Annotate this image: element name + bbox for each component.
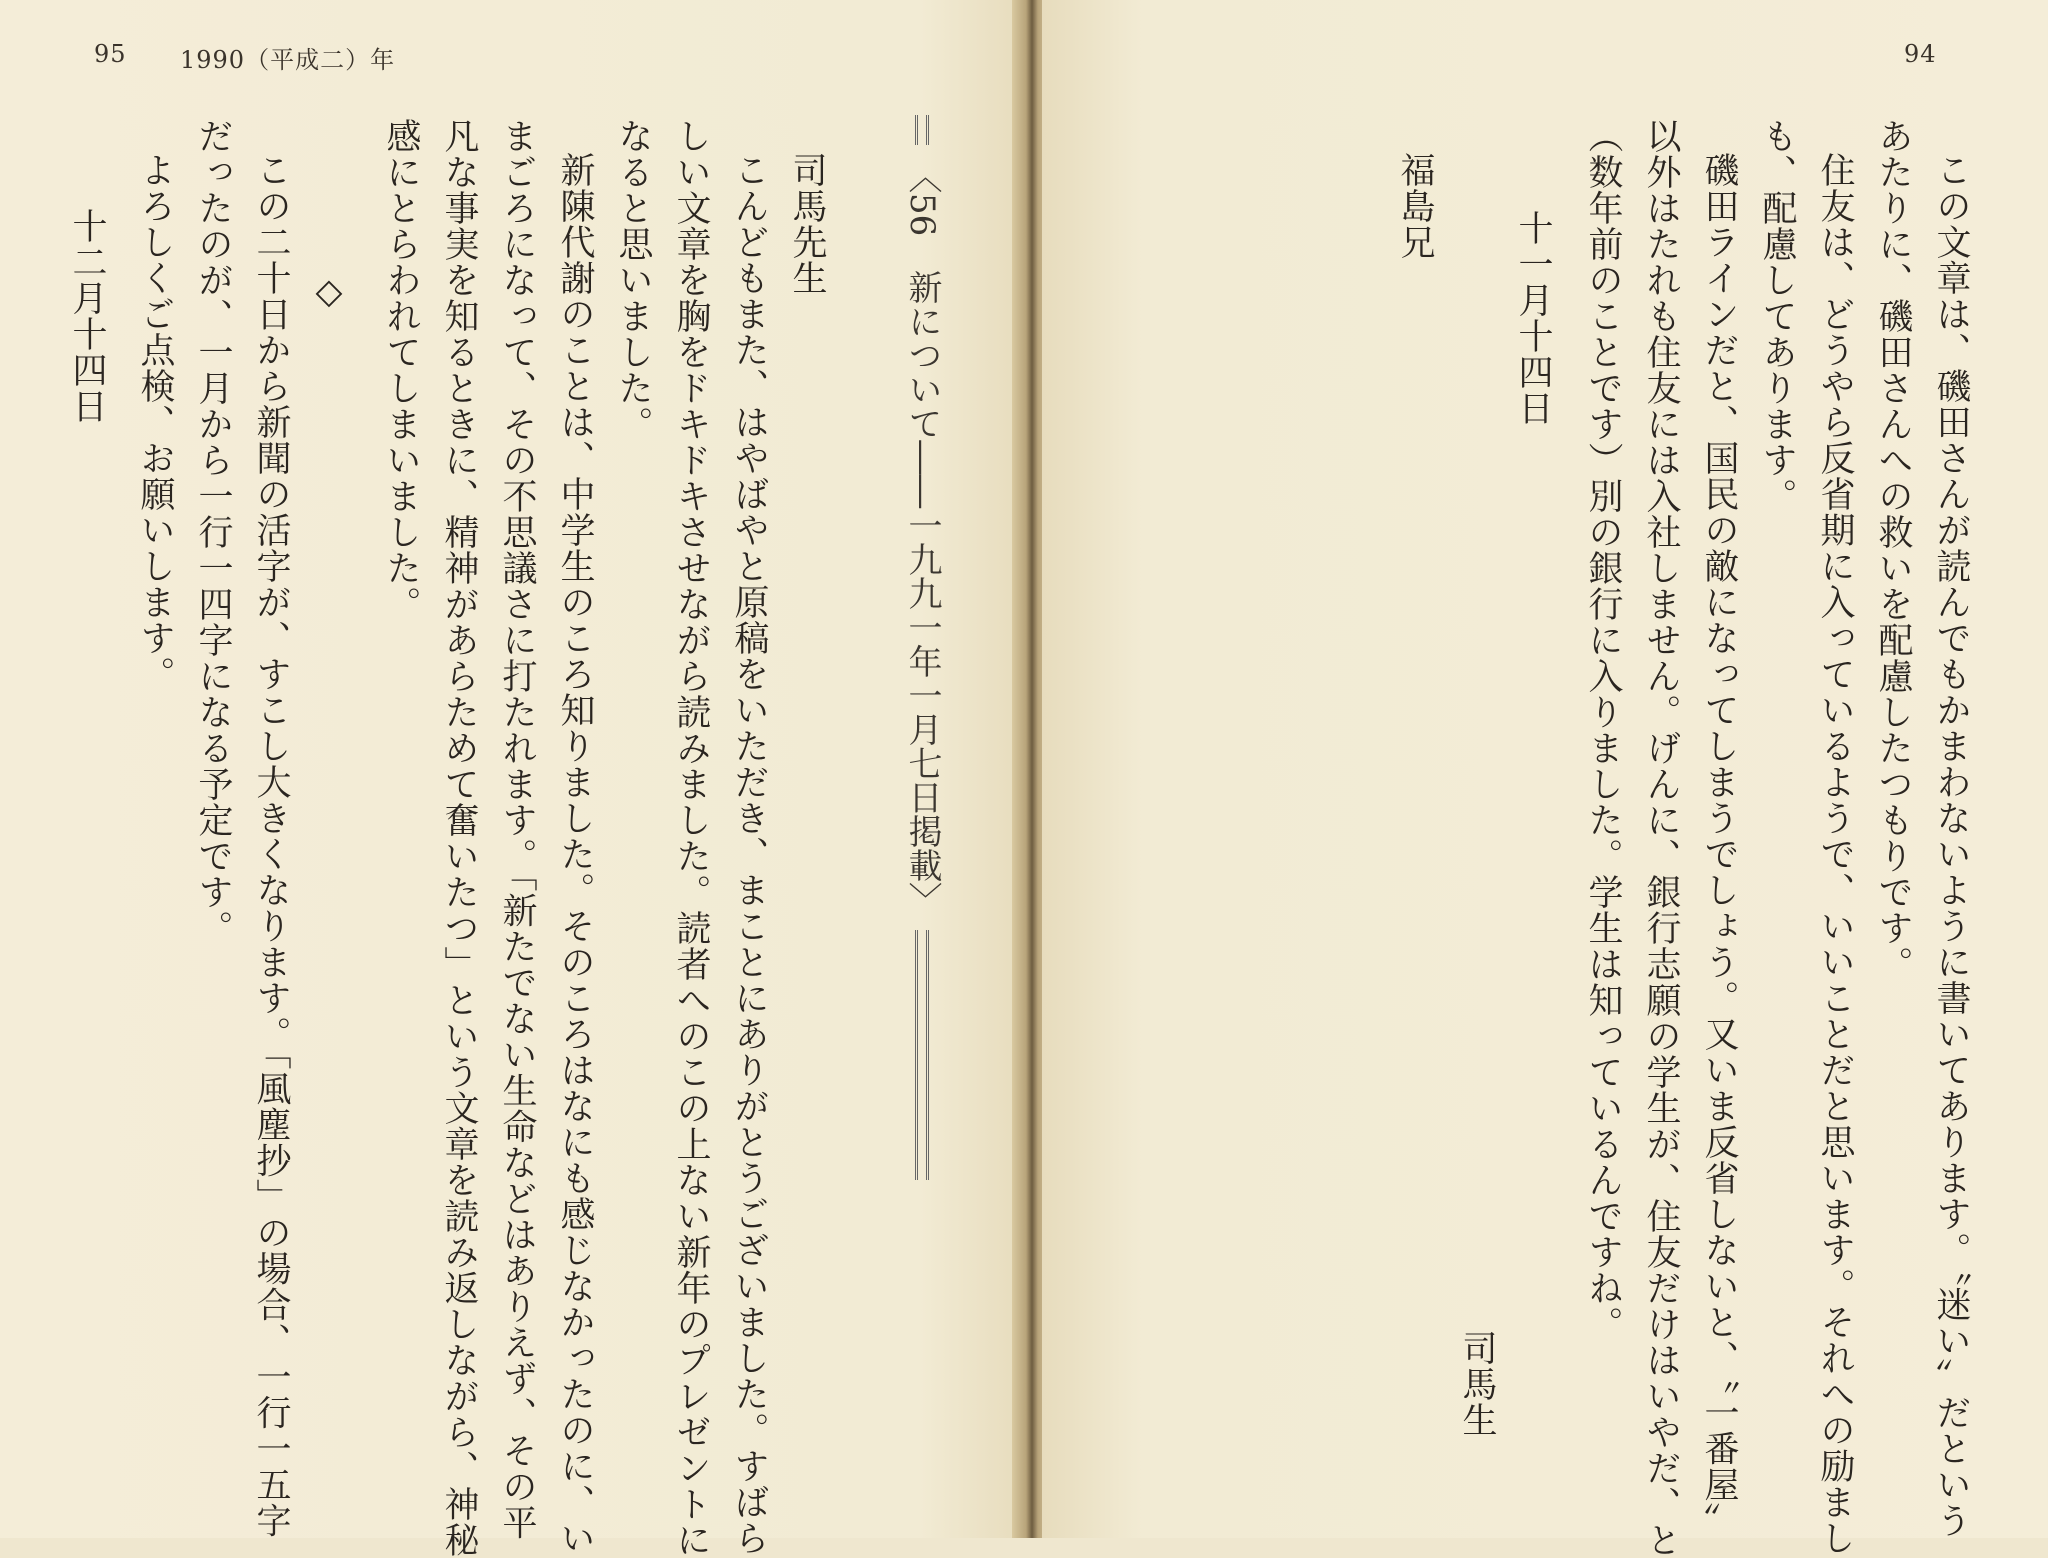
body-line: よろしくご点検、お願いします。 <box>135 152 175 692</box>
body-line: 以外はたれも住友には入社しません。げんに、銀行志願の学生が、住友だけはいやだ、と <box>1641 118 1681 1558</box>
letter-date: 十二月十四日 <box>67 208 107 424</box>
body-line: この二十日から新聞の活字が、すこし大きくなります。「風塵抄」の場合、一行一五字 <box>251 152 291 1539</box>
page-number-left: 95 <box>94 40 127 68</box>
body-line: この文章は、磯田さんが読んでもかまわないように書いてあります。〝迷い〟だという <box>1931 152 1971 1539</box>
letter-signature: 司馬生 <box>1457 1330 1497 1438</box>
right-page <box>1042 0 2048 1558</box>
section-title-text: 〈56 新について――一九九一年一月七日掲載〉 <box>902 159 942 917</box>
body-line: 新陳代謝のことは、中学生のころ知りました。そのころはなにも感じなかったのに、い <box>555 152 595 1556</box>
body-line: も、配慮してあります。 <box>1757 118 1797 514</box>
title-rule-top <box>915 115 929 145</box>
section-title <box>892 115 952 1180</box>
body-line: なると思いました。 <box>613 118 653 442</box>
section-divider-symbol: ◇ <box>309 272 349 313</box>
left-page <box>0 0 1022 1558</box>
letter-salutation: 司馬先生 <box>787 152 827 296</box>
body-line: 住友は、どうやら反省期に入っているようで、いいことだと思います。それへの励まし <box>1815 152 1855 1556</box>
running-head: 1990（平成二）年 <box>180 46 396 74</box>
body-line: まごろになって、その不思議さに打たれます。「新たでない生命などはありえず、その平 <box>497 118 537 1541</box>
page-number-right: 94 <box>1904 40 1937 68</box>
letter-addressee: 福島兄 <box>1395 152 1435 260</box>
letter-date: 十一月十四日 <box>1513 210 1553 426</box>
title-rule-bottom <box>915 930 929 1180</box>
body-line: しい文章を胸をドキドキさせながら読みました。読者へのこの上ない新年のプレゼントに <box>671 118 711 1558</box>
body-line: （数年前のことです）別の銀行に入りました。学生は知っているんですね。 <box>1583 118 1623 1342</box>
body-line: 磯田ラインだと、国民の敵になってしまうでしょう。又いま反省しないと、〝一番屋〟 <box>1699 152 1739 1539</box>
body-line: こんどもまた、はやばやと原稿をいただき、まことにありがとうございました。すばら <box>729 152 769 1556</box>
body-line: あたりに、磯田さんへの救いを配慮したつもりです。 <box>1873 118 1913 982</box>
body-line: 凡な事実を知るときに、精神があらためて奮いたつ」という文章を読み返しながら、神秘 <box>439 118 479 1558</box>
body-line: だったのが、一月から一行一四字になる予定です。 <box>193 118 233 946</box>
body-line: 感にとらわれてしまいました。 <box>381 118 421 622</box>
